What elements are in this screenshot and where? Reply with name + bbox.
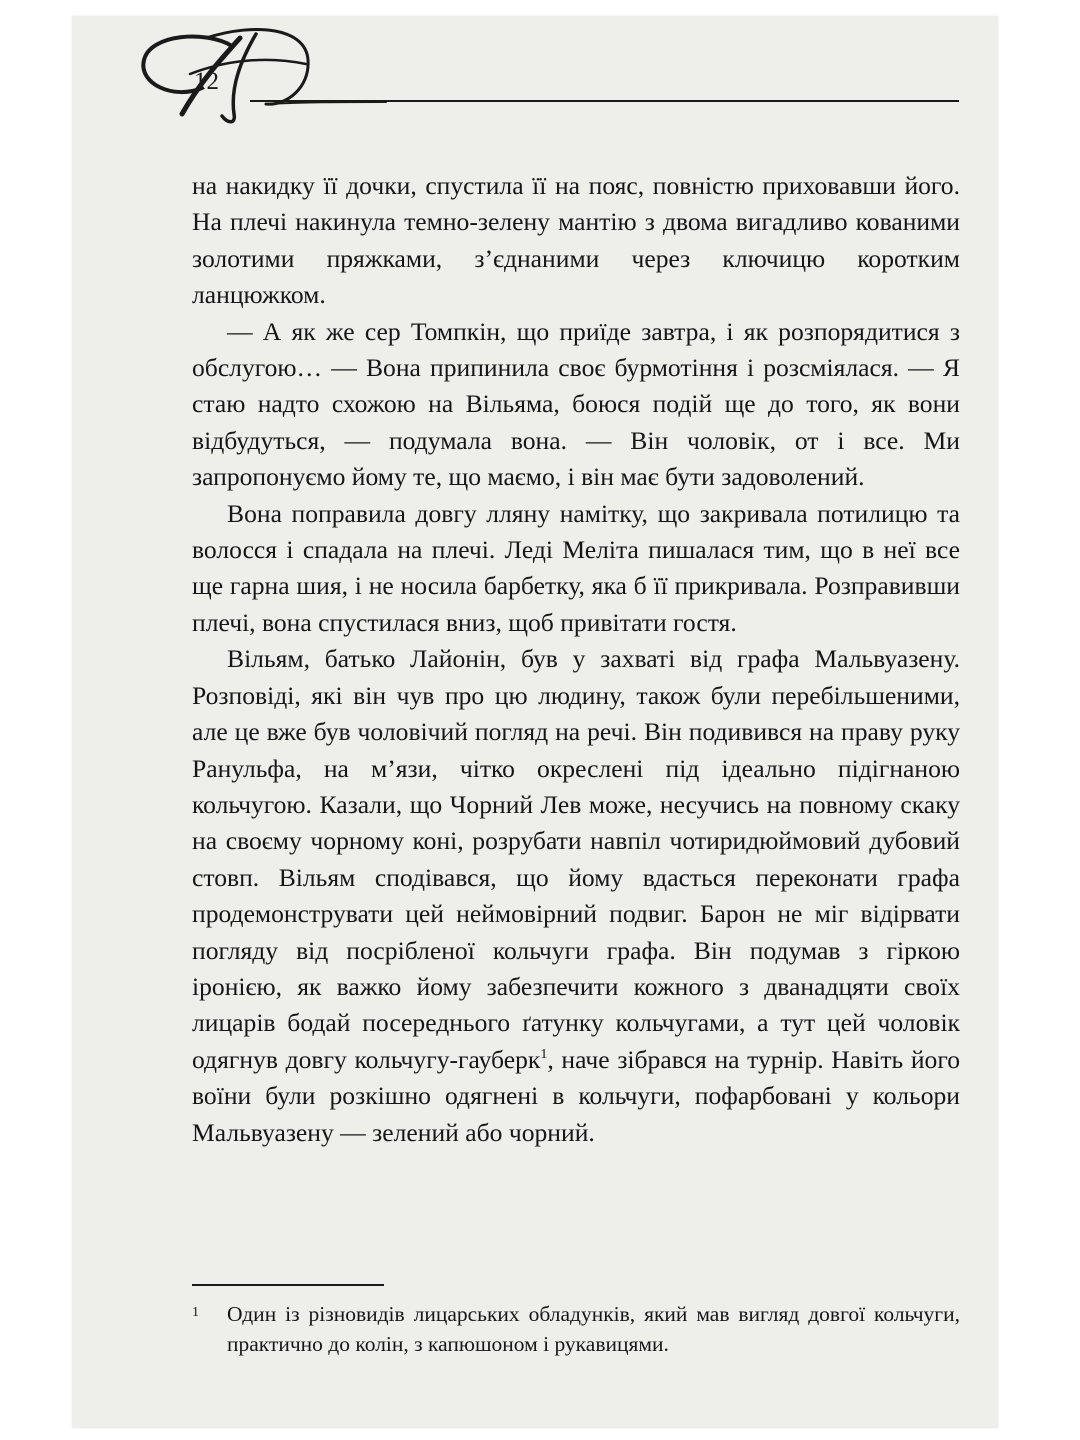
- paragraph: [192, 641, 960, 1151]
- footnote-reference: 1: [540, 1046, 548, 1062]
- calligraphic-flourish-icon: [136, 16, 396, 128]
- footnote-text: Один із різновидів лицарських обладунків, який мав вигляд довгої кольчуги, практично до колін, з капюшоном і рукавицями.: [227, 1302, 960, 1356]
- paragraph: Вона поправила довгу лляну намітку, що закривала потилицю та волосся і спадала на плечі. Леді Меліта пишалася тим, що в неї все ще гарна шия, і не носила барбетку, яка б її прикривала. Розправивши плечі, вона спустилася вниз, щоб привітати гостя.: [192, 498, 960, 637]
- footnote-rule: [192, 1284, 384, 1286]
- header-rule: [250, 100, 959, 102]
- footnote: [192, 1300, 960, 1359]
- book-page: [72, 16, 998, 1428]
- paragraph: — А як же сер Томпкін, що приїде завтра, і як розпорядитися з обслугою… — Вона припинила своє бурмотіння і розсміялася. — Я стаю надто схожою на Вільяма, боюся подій ще до того, як вони відбудуться, — подумала вона. — Він чоловік, от і все. Ми запропонуємо йому те, що маємо, і він має бути задоволений.: [192, 316, 960, 492]
- body-text: [192, 168, 960, 1151]
- paragraph-text: Вільям, батько Лайонін, був у захваті від графа Мальвуазену. Розповіді, які він чув про цю людину, також були перебільшеними, але це вже був чоловічий погляд на речі. Він подивився на праву руку Ранульфа, на м’язи, чітко окреслені під ідеально підігнаною кольчугою. Казали, що Чорний Лев може, несучись на повному скаку на своєму чорному коні, розрубати навпіл чотиридюймовий дубовий стовп. Вільям сподівався, що йому вдасться переконати графа продемонструвати цей неймовірний подвиг. Барон не міг відірвати погляду від посрібленої кольчуги графа. Він подумав з гіркою іронією, як важко йому забезпечити кожного з дванадцяти своїх лицарів бодай посереднього ґатунку кольчугами, а тут цей чоловік одягнув довгу кольчугу-гауберк: [192, 644, 960, 1074]
- footnote-marker: 1: [192, 1305, 199, 1320]
- page-number: 12: [194, 68, 219, 95]
- paragraph-text: , наче зібрався на турнір. Навіть його воїни були розкішно одягнені в кольчуги, пофарбовані у кольори Мальвуазену — зелений або чорний.: [192, 1044, 960, 1147]
- paragraph: на накидку її дочки, спустила її на пояс, повністю приховавши його. На плечі накинула темно-зелену мантію з двома вигадливо кованими золотими пряжками, з’єднаними через ключицю коротким ланцюжком.: [192, 171, 960, 310]
